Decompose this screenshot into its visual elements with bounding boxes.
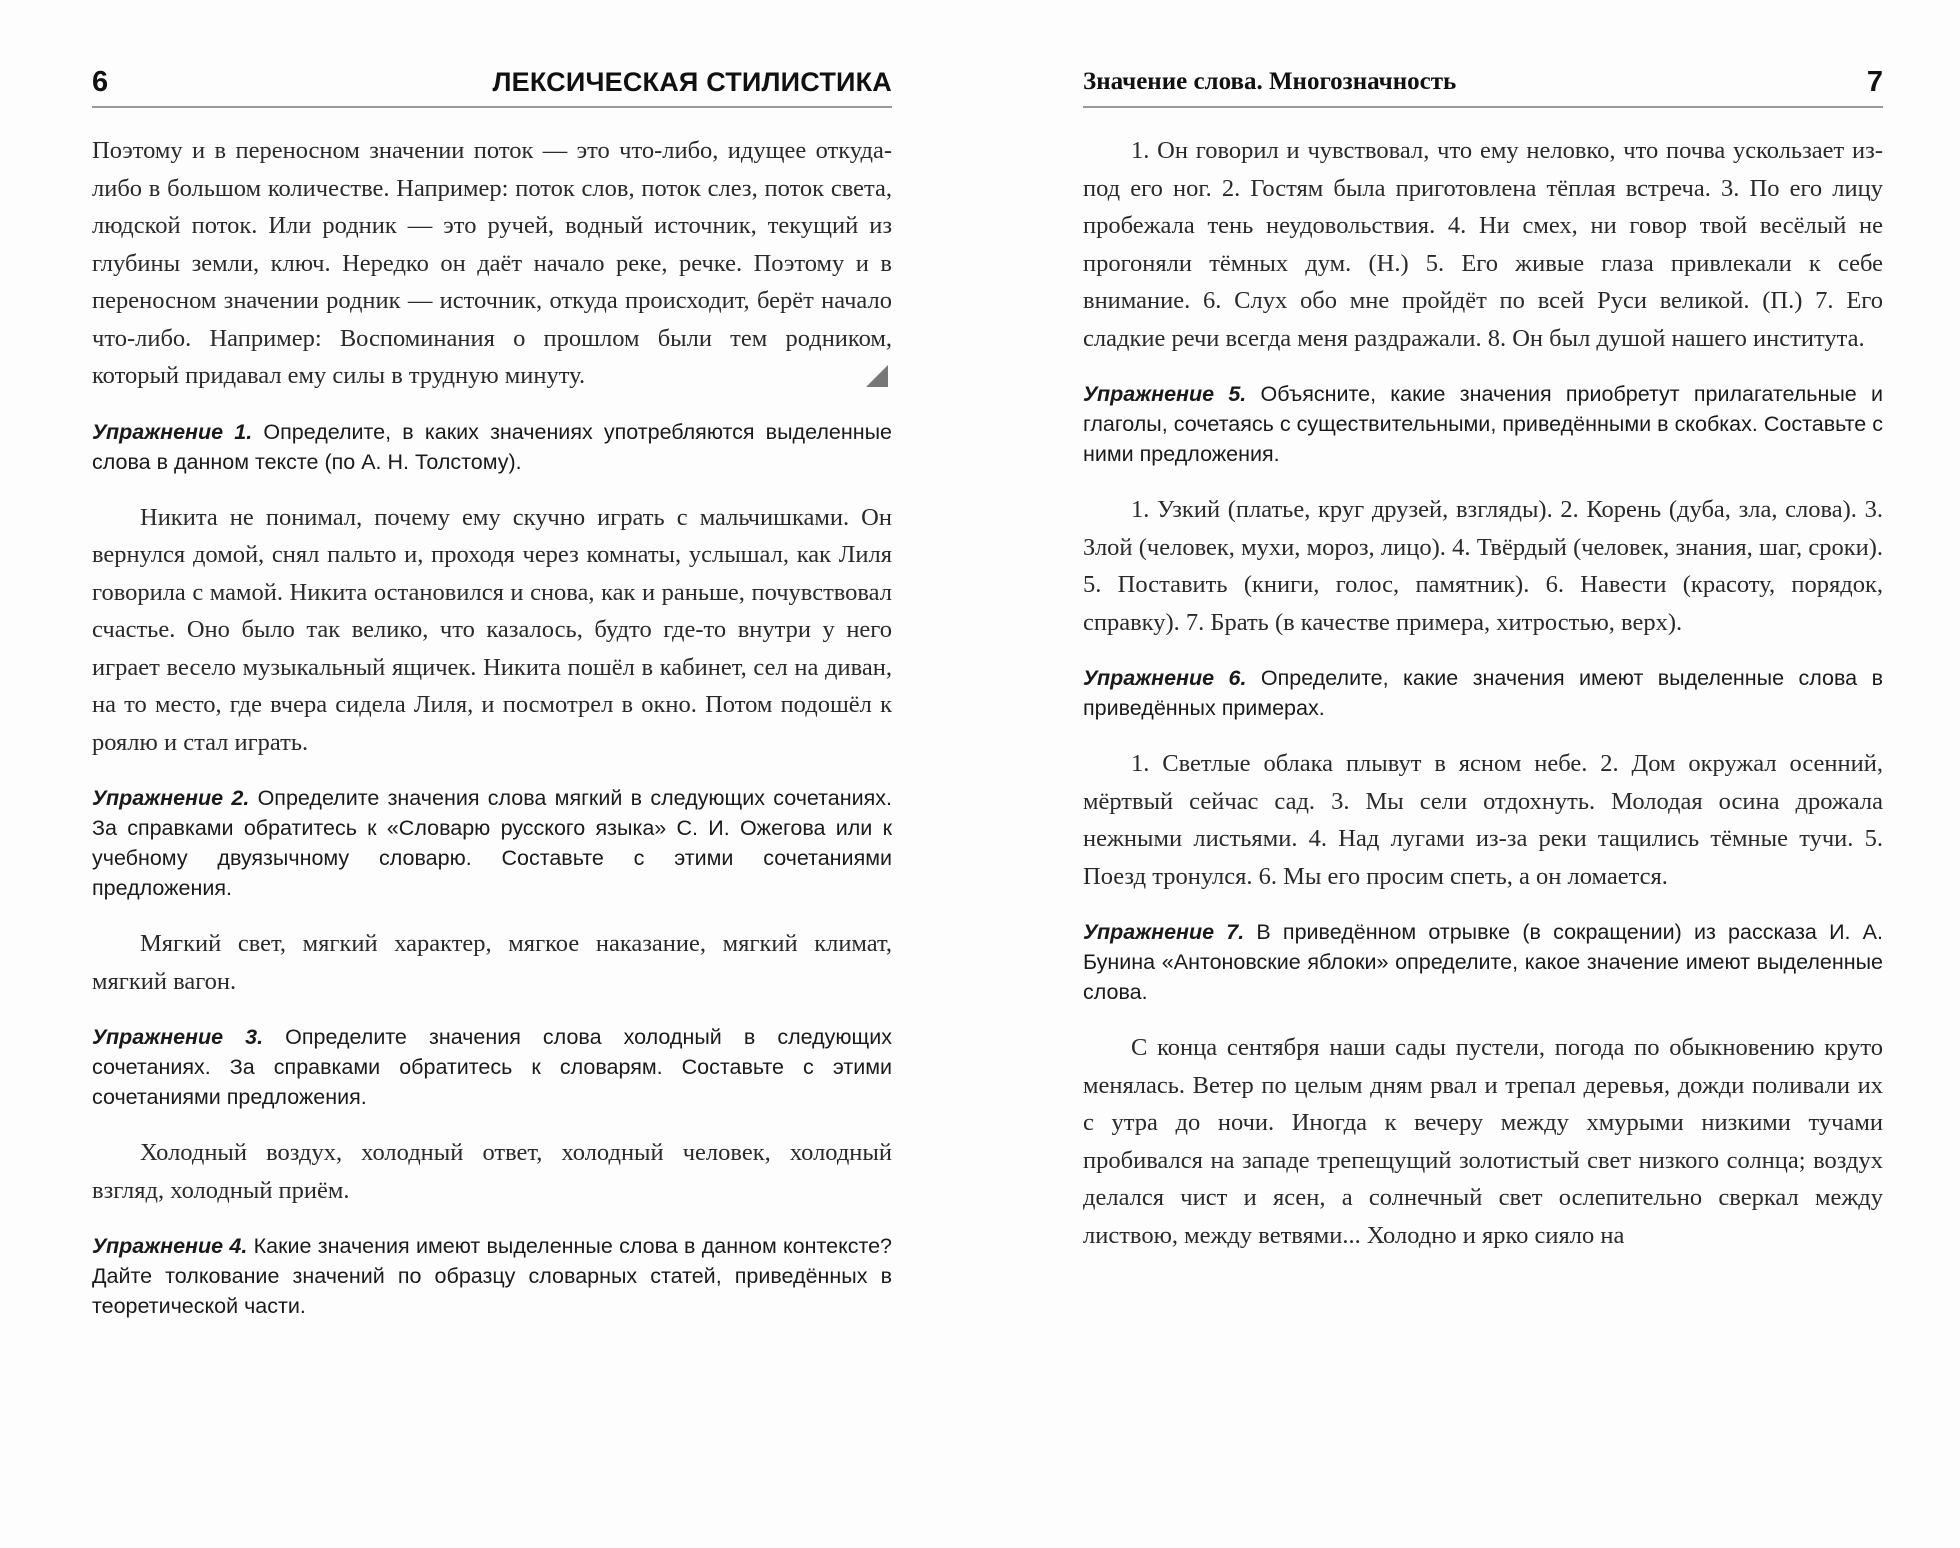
exercise-7-task [1083, 917, 1883, 1007]
right-page-body [1083, 132, 1883, 1276]
page-number-right: 7 [1866, 66, 1883, 98]
exercise-3-instruction: Определите значения слова холодный в следующих сочетаниях. За справками обратитесь к словарям. Составьте с этими сочетаниями предложения. [92, 1025, 892, 1109]
exercise-1-label: Упражнение 1. [92, 419, 253, 444]
exercise-3-task [92, 1022, 892, 1112]
exercise-7-label: Упражнение 7. [1083, 920, 1245, 944]
right-running-head [1083, 62, 1883, 108]
exercise-7-text: С конца сентября наши сады пустели, погода по обыкновению круто менялась. Ветер по целым дням рвал и трепал деревья, дожди поливали их с утра до ночи. Иногда к вечеру между хмурыми низкими тучами пробивался на западе трепещущий золотистый свет низкого солнца; воздух делался чист и ясен, а солнечный свет ослепительно сверкал между листвою, между ветвями... Холодно и ярко сияло на [1083, 1034, 1883, 1249]
exercise-3-label: Упражнение 3. [92, 1025, 264, 1049]
exercise-1-text: Никита не понимал, почему ему скучно играть с мальчишками. Он вернулся домой, снял пальто и, проходя через комнаты, услышал, как Лиля говорила с мамой. Никита остановился и снова, как и раньше, почувствовал счастье. Оно было так велико, что казалось, будто где-то внутри у него играет весело музыкальный ящичек. Никита пошёл в кабинет, сел на диван, на то место, где вчера сидела Лиля, и посмотрел в окно. Потом подошёл к роялю и стал играть. [92, 503, 892, 756]
exercise-7-instruction: В приведённом отрывке (в сокращении) из рассказа И. А. Бунина «Антоновские яблоки» определите, какое значение имеют выделенные слова. [1083, 920, 1883, 1004]
page-number-left: 6 [92, 66, 109, 98]
exercise-1-instruction: Определите, в каких значениях употребляются выделенные слова в данном тексте (по А. Н. Толстому). [92, 419, 892, 474]
left-running-head [92, 62, 892, 108]
intro-paragraph [92, 132, 892, 395]
exercise-5-label: Упражнение 5. [1083, 382, 1247, 406]
section-end-mark [866, 365, 888, 387]
exercise-4-label: Упражнение 4. [92, 1234, 248, 1258]
exercise-1-task [92, 417, 892, 477]
exercise-4-instruction: Какие значения имеют выделенные слова в данном контексте? Дайте толкование значений по образцу словарных статей, приведённых в теоретической части. [92, 1234, 892, 1318]
exercise-6-label: Упражнение 6. [1083, 666, 1247, 690]
intro-text: Поэтому и в переносном значении поток — это что-либо, идущее откуда-либо в большом количестве. Например: поток слов, поток слез, поток света, людской поток. Или родник — это ручей, водный источник, текущий из глубины земли, ключ. Нередко он даёт начало реке, речке. Поэтому и в переносном значении родник — источник, откуда происходит, берёт начало что-либо. Например: Воспоминания о прошлом были тем родником, который придавал ему силы в трудную минуту. [92, 137, 892, 389]
exercise-3-text: Холодный воздух, холодный ответ, холодный человек, холодный взгляд, холодный приём. [92, 1139, 892, 1204]
exercise-4-task [92, 1231, 892, 1321]
left-page-body [92, 132, 892, 1343]
exercise-5-task [1083, 379, 1883, 469]
exercise-5-instruction: Объясните, какие значения приобретут прилагательные и глаголы, сочетаясь с существительными, приведёнными в скобках. Составьте с ними предложения. [1083, 382, 1883, 466]
exercise-6-task [1083, 663, 1883, 723]
exercise-5-text: 1. Узкий (платье, круг друзей, взгляды). 2. Корень (дуба, зла, слова). 3. Злой (человек, мухи, мороз, лицо). 4. Твёрдый (человек, знания, шаг, сроки). 5. Поставить (книги, голос, памятник). 6. Навести (красоту, порядок, справку). 7. Брать (в качестве примера, хитростью, верх). [1083, 496, 1883, 636]
exercise-2-task [92, 783, 892, 903]
exercise-6-text: 1. Светлые облака плывут в ясном небе. 2. Дом окружал осенний, мёртвый сейчас сад. 3. Мы сели отдохнуть. Молодая осина дрожала нежными листьями. 4. Над лугами из-за реки тащились тёмные тучи. 5. Поезд тронулся. 6. Мы его просим спеть, а он ломается. [1083, 750, 1883, 890]
left-running-title: ЛЕКСИЧЕСКАЯ СТИЛИСТИКА [492, 67, 892, 97]
exercise-6-instruction: Определите, какие значения имеют выделенные слова в приведённых примерах. [1083, 666, 1883, 720]
exercise-4-text: 1. Он говорил и чувствовал, что ему неловко, что почва ускользает из-под его ног. 2. Гостям была приготовлена тёплая встреча. 3. По его лицу пробежала тень неудовольствия. 4. Ни смех, ни говор твой весёлый не прогоняли тёмных дум. (Н.) 5. Его живые глаза привлекали к себе внимание. 6. Слух обо мне пройдёт по всей Руси великой. (П.) 7. Его сладкие речи всегда меня раздражали. 8. Он был душой нашего института. [1083, 137, 1883, 352]
exercise-2-text: Мягкий свет, мягкий характер, мягкое наказание, мягкий климат, мягкий вагон. [92, 930, 892, 995]
exercise-2-label: Упражнение 2. [92, 786, 250, 810]
right-running-title: Значение слова. Многозначность [1083, 68, 1457, 95]
exercise-2-instruction: Определите значения слова мягкий в следующих сочетаниях. За справками обратитесь к «Словарю русского языка» С. И. Ожегова или к учебному двуязычному словарю. Составьте с этими сочетаниями предложения. [92, 786, 892, 900]
